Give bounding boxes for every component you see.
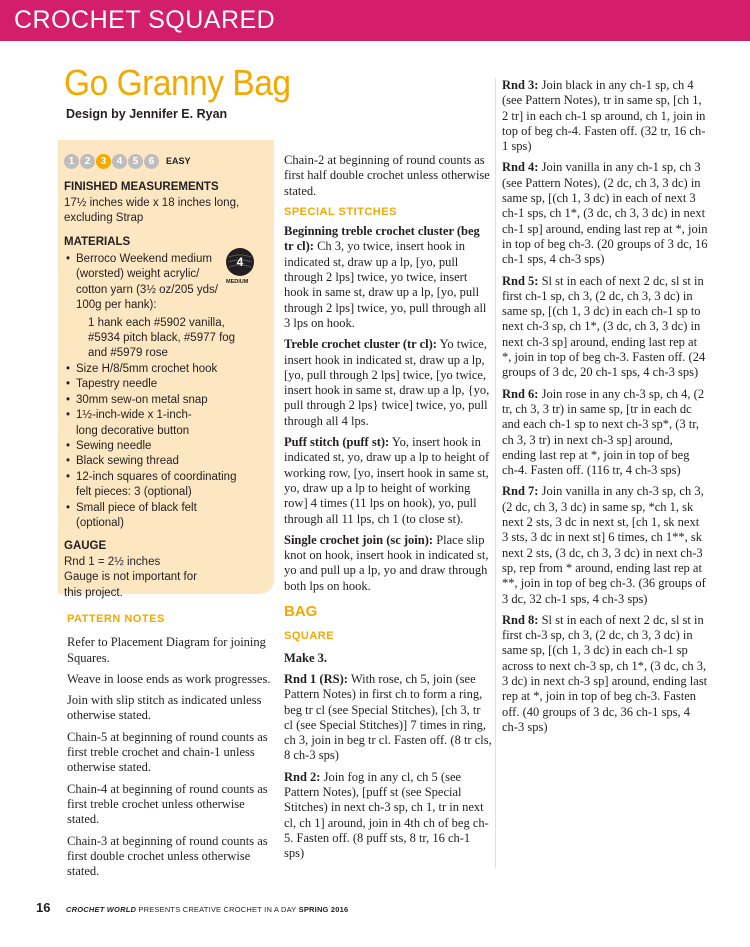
skill-dot: 6 [144, 154, 159, 169]
stitch-name: Puff stitch (puff st): [284, 435, 390, 450]
pattern-notes-column [67, 612, 273, 885]
materials-list-cont [64, 316, 272, 532]
round-text: Join fog in any cl, ch 5 (see Pattern Notes), [puff st (see Special Stitches) in next ch-3 sp, ch 1, tr in next cl, ch 1] around, join in 4th ch of beg ch-5. Fasten off. (8 puff sts, 8 tr, 16 ch-1 sps) [284, 769, 489, 861]
finished-text: 17½ inches wide x 18 inches long, excluding Strap [64, 196, 240, 225]
skill-level [64, 154, 272, 169]
make-text: Make 3. [284, 650, 328, 665]
skill-dot: 4 [112, 154, 127, 169]
skill-dot: 1 [64, 154, 79, 169]
round-text: Sl st in each of next 2 dc, sl st in first ch-3 sp, ch 3, (2 dc, ch 3, 3 dc) in same sp, [(ch 1, 3 dc) in each ch-1 sp across to next ch-3 sp, ch 1*, (3 dc, ch 3, 3 dc) in next ch-3 sp] around, ending last rep at *, join in top of beg ch-3. Fasten off. (40 groups of 3 dc, 36 ch-1 sps, 4 ch-3 sps) [502, 612, 708, 734]
make-count [284, 651, 492, 666]
skill-dot: 5 [128, 154, 143, 169]
stitch-text: Yo, insert hook in indicated st, yo, draw up a lp to height of working row, [yo, insert hook in same st, yo, draw up a lp to height of working row] 4 times (11 lps on hook), yo, pull through all 11 lps, ch 1 (to close st). [284, 435, 490, 526]
round-instruction [502, 274, 708, 381]
yarn-weight-icon [225, 247, 255, 277]
list-item: • Size H/8/5mm crochet hook [64, 362, 272, 377]
stitch-definition [284, 435, 492, 527]
round-label: Rnd 4: [502, 160, 539, 175]
list-item: • 30mm sew-on metal snap [64, 393, 272, 408]
stitch-name: Treble crochet cluster (tr cl): [284, 337, 437, 352]
round-text: Join vanilla in any ch-3 sp, ch 3, (2 dc, ch 3, 3 dc) in same sp, *ch 1, sk next 2 sts, 3 dc in next st, [ch 1, sk next 3 sts, 3 dc in next st] 6 times, ch 1**, sk next 2 sts, (3 dc, ch 3, 3 dc) in next ch-3 sp, rep from * around, ending last rep at **, join in top of beg ch-3. (36 groups of 3 dc, 32 ch-1 sps, 4 ch-3 sps) [502, 484, 706, 606]
materials-list [64, 252, 224, 314]
round-text: Join rose in any ch-3 sp, ch 4, (2 tr, ch 3, 3 tr) in same sp, [tr in each dc and each ch-1 sp to next ch-3 sp*, (3 tr, ch 3, 3 tr) in next ch-3 sp] around, ending last rep at *, join in top of beg ch-4. Fasten off. (116 tr, 4 ch-3 sps) [502, 386, 705, 478]
round-instruction [502, 160, 708, 267]
round-instruction [502, 484, 708, 606]
footer-issue: SPRING 2016 [298, 905, 349, 914]
right-column [502, 78, 708, 741]
stitch-name: Single crochet join (sc join): [284, 532, 434, 547]
list-item: • 1½-inch-wide x 1-inch-long decorative button [64, 408, 272, 439]
note: Chain-5 at beginning of round counts as first treble crochet and chain-1 unless otherwise stated. [67, 729, 268, 775]
yarn-weight-number: 4 [236, 255, 244, 269]
round-label: Rnd 1 (RS): [284, 671, 348, 686]
note: Chain-3 at beginning of round counts as first double crochet unless otherwise stated. [67, 833, 268, 879]
round-text: With rose, ch 5, join (see Pattern Notes) in first ch to form a ring, beg tr cl (see Special Stitches), [ch 3, tr cl (see Special Stitches)] 7 times in ring, ch 3, join in beg tr cl. Fasten off. (8 tr cls, 8 ch-3 sps) [284, 671, 492, 763]
round-text: Join black in any ch-1 sp, ch 4 (see Pattern Notes), tr in same sp, [ch 1, 2 tr] in each ch-1 sp around, ch 1, join in top of beg ch-4. Fasten off. (32 tr, 16 ch-1 sps) [502, 78, 706, 154]
footer-presents: PRESENTS CREATIVE CROCHET IN A DAY [138, 905, 297, 914]
list-item: • Black sewing thread [64, 454, 272, 469]
round-label: Rnd 6: [502, 386, 539, 401]
note: Chain-2 at beginning of round counts as first half double crochet unless otherwise stated. [284, 153, 490, 198]
skill-label: EASY [166, 156, 191, 166]
round-instruction [502, 613, 708, 735]
finished-heading: FINISHED MEASUREMENTS [64, 181, 219, 194]
note: Chain-4 at beginning of round counts as first treble crochet unless otherwise stated. [67, 781, 268, 827]
gauge-heading: GAUGE [64, 540, 107, 553]
round-label: Rnd 5: [502, 273, 539, 288]
list-item: • Sewing needle [64, 439, 272, 454]
stitch-definition [284, 224, 492, 331]
round-label: Rnd 3: [502, 78, 539, 92]
round-text: Sl st in each of next 2 dc, sl st in first ch-1 sp, ch 3, (2 dc, ch 3, 3 dc) in same sp, [(ch 1, 3 dc) in each ch-1 sp to next ch-3 sp, ch 1*, (3 dc, ch 3, 3 dc) in next ch-3 sp] around, ending last rep at *, join in top of beg ch-3. Fasten off. (24 groups of 3 dc, 20 ch-1 sps, 4 ch-3 sps) [502, 273, 706, 380]
gauge-line: Rnd 1 = 2½ inches [64, 555, 161, 568]
gauge-note: Gauge is not important for this project. [64, 571, 197, 599]
list-item: • Small piece of black felt (optional) [64, 501, 272, 532]
round-instruction [284, 672, 492, 764]
sidebar-content [64, 154, 272, 601]
pattern-title: Go Granny Bag [64, 62, 291, 103]
round-instruction [284, 769, 492, 861]
note: Weave in loose ends as work progresses. [67, 671, 271, 686]
footer-brand: CROCHET WORLD [66, 905, 137, 914]
square-heading: SQUARE [284, 630, 335, 643]
round-label: Rnd 2: [284, 769, 321, 784]
stitch-definition [284, 337, 492, 429]
list-item: • 12-inch squares of coordinating felt pieces: 3 (optional) [64, 470, 272, 501]
skill-dot: 2 [80, 154, 95, 169]
pattern-notes-heading: PATTERN NOTES [67, 613, 165, 625]
note: Join with slip stitch as indicated unless otherwise stated. [67, 693, 262, 723]
round-text: Join vanilla in any ch-1 sp, ch 3 (see Pattern Notes), (2 dc, ch 3, 3 dc) in same sp, [(ch 1, 3 dc) in each of next 3 ch-1 sps, ch 1*, (3 dc, ch 3, 3 dc) in next ch-1 sp] around, ending last rep at *, join in top of beg ch-3. (20 groups of 3 dc, 16 ch-1 sps, 4 ch-3 sps) [502, 160, 708, 267]
note: Refer to Placement Diagram for joining Squares. [67, 635, 266, 665]
stitch-text: Place slip knot on hook, insert hook in indicated st, yo and pull up a lp, yo and draw through both lps on hook. [284, 532, 489, 593]
page-number: 16 [36, 900, 51, 915]
list-item: 1 hank each #5902 vanilla, #5934 pitch black, #5977 fog and #5979 rose [88, 316, 236, 360]
section-title: CROCHET SQUARED [14, 6, 276, 34]
stitch-text: Yo twice, insert hook in indicated st, draw up a lp, [yo, pull through 2 lps] twice, [yo twice, insert hook in same st, draw up a lp, {yo, pull through 2 lps} twice] twice, yo, pull through all 4 lps. [284, 337, 490, 428]
round-instruction [502, 387, 708, 479]
bag-heading: BAG [284, 603, 318, 621]
materials-heading: MATERIALS [64, 235, 131, 248]
stitch-name: Beginning treble crochet cluster (beg tr cl): [284, 224, 480, 254]
section-banner [0, 0, 750, 41]
byline: Design by Jennifer E. Ryan [66, 107, 228, 121]
round-label: Rnd 8: [502, 612, 539, 627]
stitch-text: Ch 3, yo twice, insert hook in indicated st, draw up a lp, [yo, pull through 2 lps] twice, yo twice, insert hook in same st, draw up a lp, [yo, pull through 2 lps] twice, yo, pull through all 3 lps on hook. [284, 239, 487, 330]
skill-dot-active: 3 [96, 154, 111, 169]
list-item: • Berroco Weekend medium (worsted) weight acrylic/ cotton yarn (3½ oz/205 yds/ 100g per hank): [64, 252, 224, 314]
yarn-weight-label: MEDIUM [226, 279, 249, 285]
round-instruction [502, 78, 708, 154]
footer-credit [66, 905, 348, 914]
middle-column [284, 153, 492, 861]
list-item: • Tapestry needle [64, 377, 272, 392]
column-divider [495, 78, 496, 868]
special-stitches-heading: SPECIAL STITCHES [284, 205, 397, 218]
stitch-definition [284, 533, 492, 594]
round-label: Rnd 7: [502, 484, 539, 499]
